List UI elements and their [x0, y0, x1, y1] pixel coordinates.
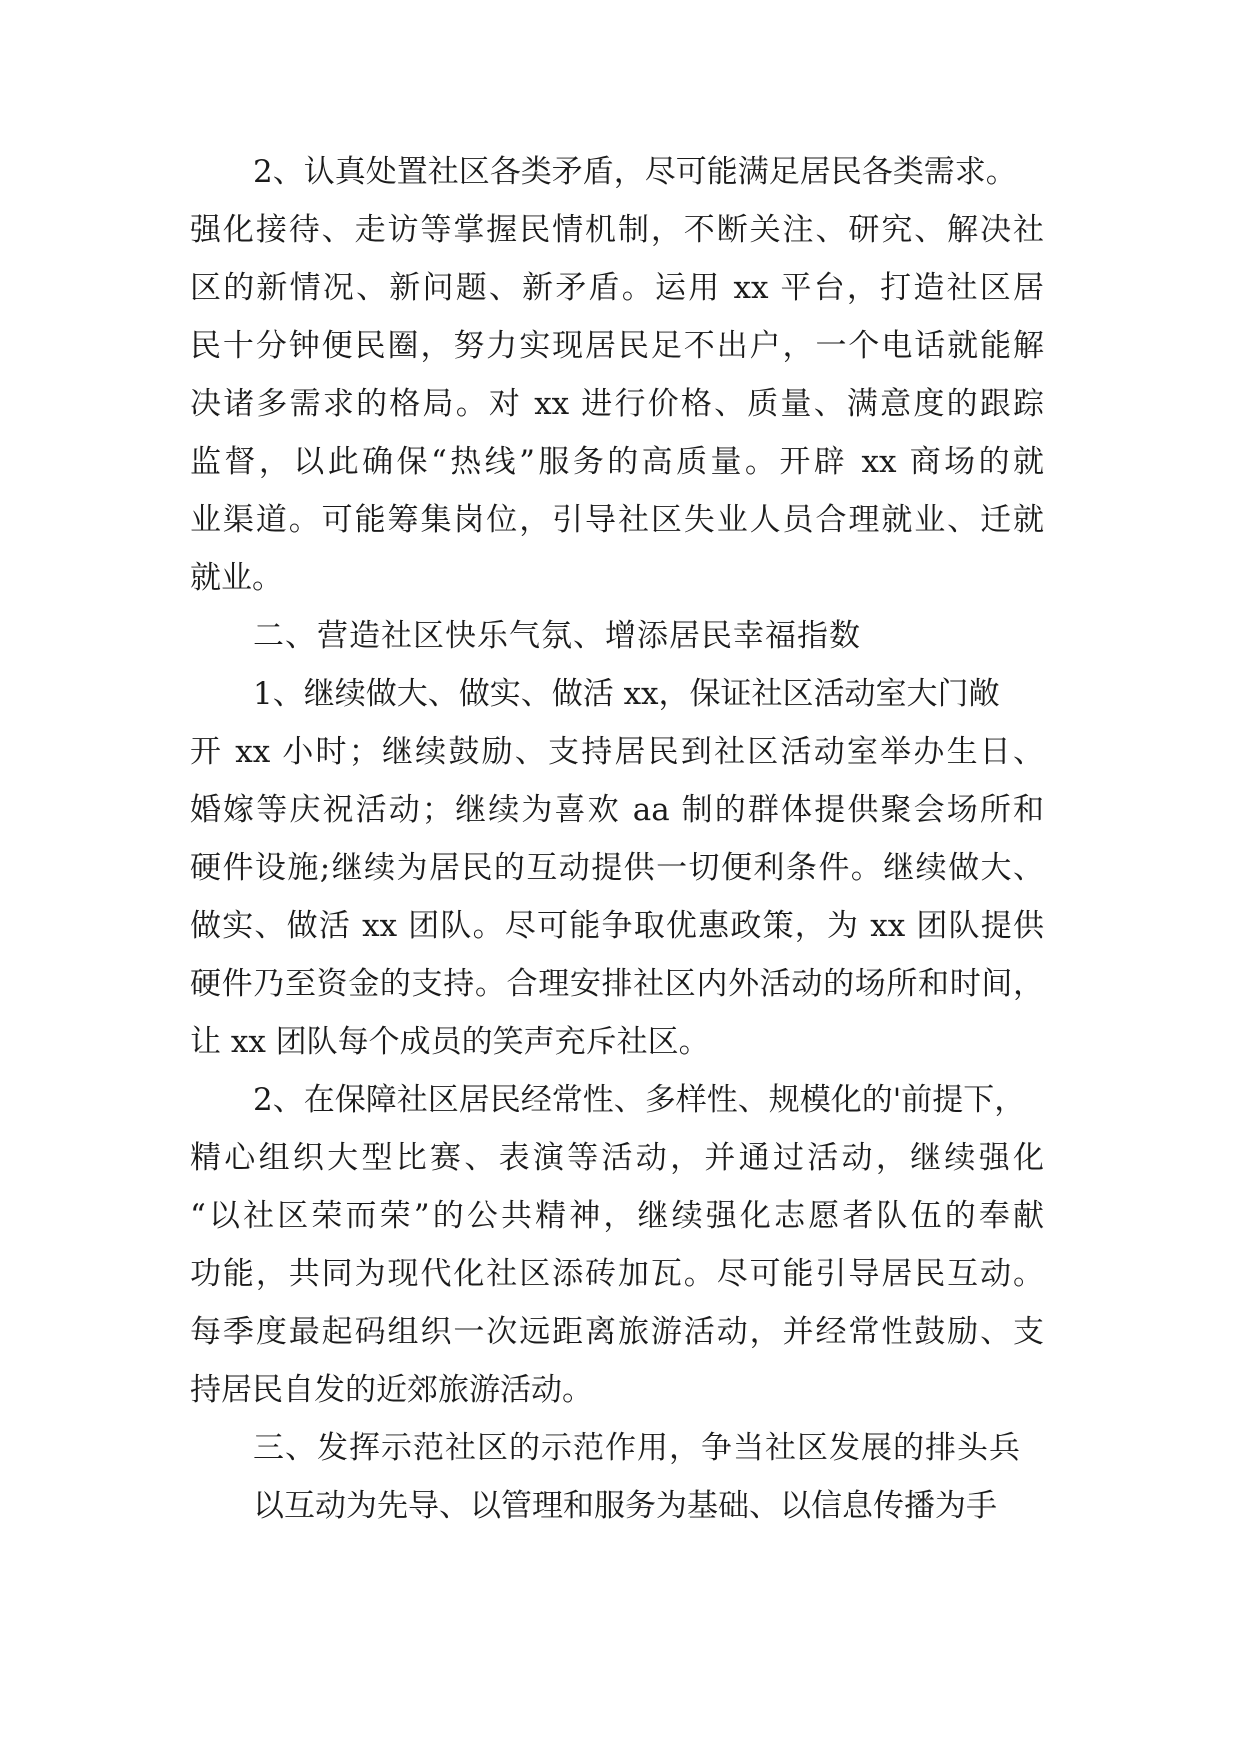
section-heading: 二、营造社区快乐气氛、增添居民幸福指数 — [253, 618, 861, 654]
paragraph-line: 强化接待、走访等掌握民情机制，不断关注、研究、解决社 — [190, 212, 1044, 248]
paragraph-line: 决诸多需求的格局。对 xx 进行价格、质量、满意度的跟踪 — [190, 386, 1044, 422]
paragraph-line: 开 xx 小时；继续鼓励、支持居民到社区活动室举办生日、 — [190, 734, 1044, 770]
paragraph-line: 1、继续做大、做实、做活 xx，保证社区活动室大门敞 — [253, 676, 1000, 712]
paragraph-line: 让 xx 团队每个成员的笑声充斥社区。 — [190, 1024, 710, 1060]
paragraph-line: 2、在保障社区居民经常性、多样性、规模化的'前提下， — [253, 1082, 1026, 1118]
paragraph-line: 功能，共同为现代化社区添砖加瓦。尽可能引导居民互动。 — [190, 1256, 1044, 1292]
paragraph-line: 做实、做活 xx 团队。尽可能争取优惠政策，为 xx 团队提供 — [190, 908, 1044, 944]
paragraph-line: 以互动为先导、以管理和服务为基础、以信息传播为手 — [253, 1488, 997, 1524]
paragraph-line: 业渠道。可能筹集岗位，引导社区失业人员合理就业、迁就 — [190, 502, 1044, 538]
paragraph-line: 硬件乃至资金的支持。合理安排社区内外活动的场所和时间， — [190, 966, 1044, 1002]
paragraph-line: 硬件设施;继续为居民的互动提供一切便利条件。继续做大、 — [190, 850, 1044, 886]
paragraph-line: 每季度最起码组织一次远距离旅游活动，并经常性鼓励、支 — [190, 1314, 1044, 1350]
paragraph-line: 精心组织大型比赛、表演等活动，并通过活动，继续强化 — [190, 1140, 1044, 1176]
paragraph-line: 2、认真处置社区各类矛盾，尽可能满足居民各类需求。 — [253, 154, 1017, 190]
paragraph-line: 监督，以此确保“热线”服务的高质量。开辟 xx 商场的就 — [190, 444, 1044, 480]
section-heading: 三、发挥示范社区的示范作用，争当社区发展的排头兵 — [253, 1430, 1021, 1466]
paragraph-line: 就业。 — [190, 560, 283, 596]
paragraph-line: 持居民自发的近郊旅游活动。 — [190, 1372, 593, 1408]
paragraph-line: 婚嫁等庆祝活动；继续为喜欢 aa 制的群体提供聚会场所和 — [190, 792, 1044, 828]
paragraph-line: 民十分钟便民圈，努力实现居民足不出户，一个电话就能解 — [190, 328, 1044, 364]
paragraph-line: “以社区荣而荣”的公共精神，继续强化志愿者队伍的奉献 — [190, 1198, 1044, 1234]
paragraph-line: 区的新情况、新问题、新矛盾。运用 xx 平台，打造社区居 — [190, 270, 1044, 306]
